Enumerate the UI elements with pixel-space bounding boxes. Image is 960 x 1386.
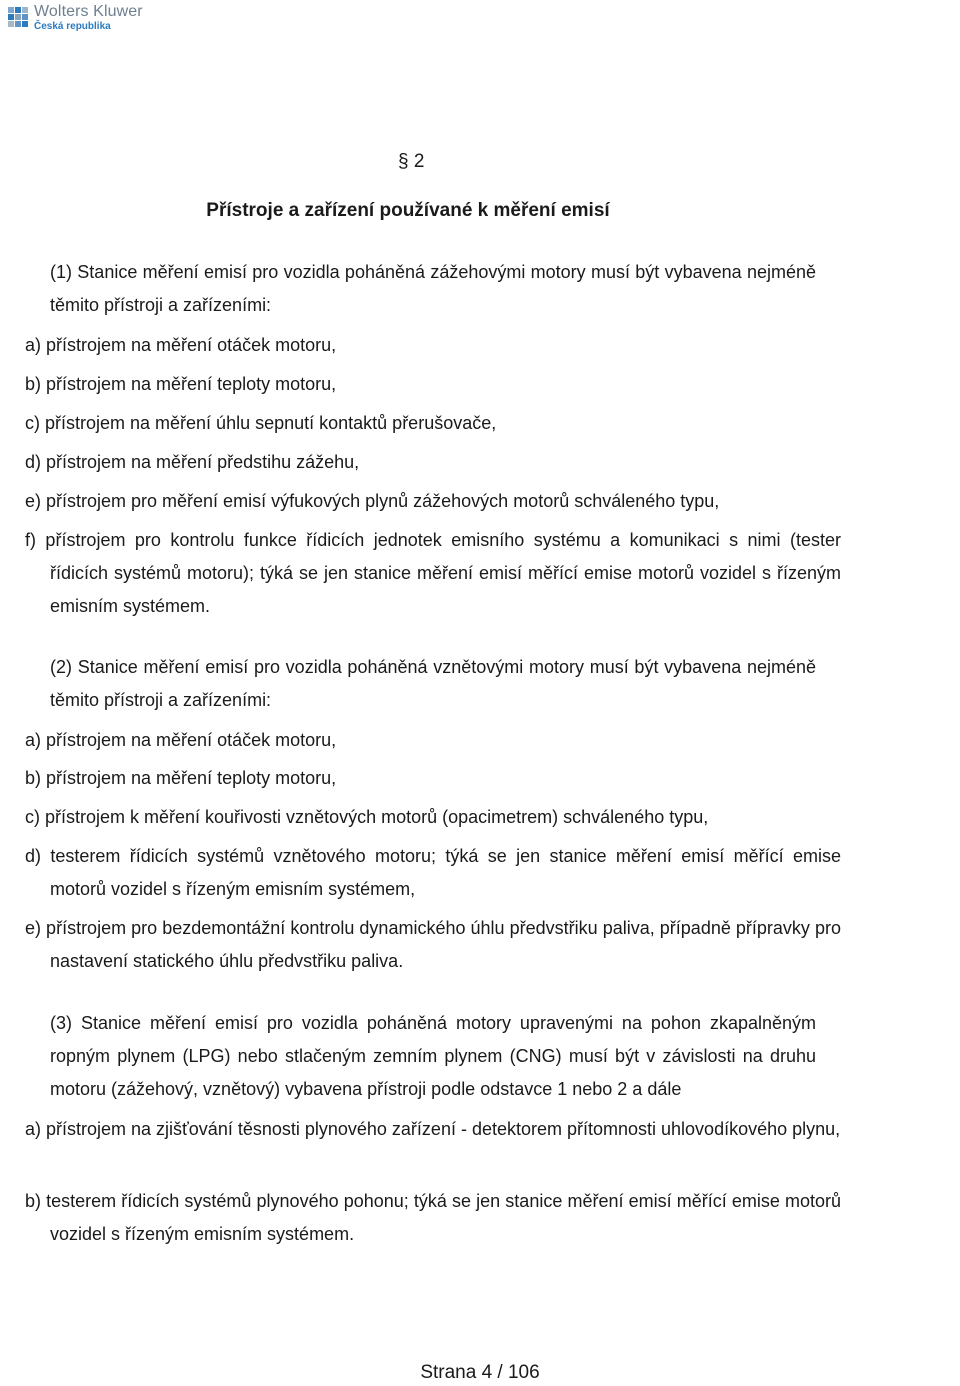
section-number: § 2	[398, 151, 425, 172]
paragraph-1-intro: (1) Stanice měření emisí pro vozidla poháněná zážehovými motory musí být vybavena nejméně těmito přístroji a zařízeními:	[50, 262, 816, 315]
list-item: b) přístrojem na měření teploty motoru,	[25, 768, 337, 788]
list-item: e) přístrojem pro bezdemontážní kontrolu dynamického úhlu předvstřiku paliva, případně přípravky pro nastavení statického úhlu předvstřiku paliva.	[25, 918, 841, 971]
publisher-logo	[6, 4, 143, 32]
list-item: d) testerem řídicích systémů vznětového motoru; týká se jen stanice měření emisí měřící emise motorů vozidel s řízeným emisním systémem,	[25, 846, 841, 899]
page-number: Strana 4 / 106	[420, 1362, 540, 1383]
list-item: b) přístrojem na měření teploty motoru,	[25, 374, 337, 394]
list-item: c) přístrojem k měření kouřivosti vznětových motorů (opacimetrem) schváleného typu,	[25, 807, 709, 827]
paragraph-3-intro: (3) Stanice měření emisí pro vozidla poháněná motory upravenými na pohon zkapalněným ropným plynem (LPG) nebo stlačeným zemním plynem (CNG) musí být v závislosti na druhu motoru (zážehový, vznětový) vybavena přístroji podle odstavce 1 nebo 2 a dále	[50, 1013, 816, 1099]
list-item: c) přístrojem na měření úhlu sepnutí kontaktů přerušovače,	[25, 413, 497, 433]
list-item: a) přístrojem na měření otáček motoru,	[25, 335, 337, 355]
paragraph-2-intro: (2) Stanice měření emisí pro vozidla poháněná vznětovými motory musí být vybavena nejméně těmito přístroji a zařízeními:	[50, 657, 816, 710]
list-item: b) testerem řídicích systémů plynového pohonu; týká se jen stanice měření emisí měřící emise motorů vozidel s řízeným emisním systémem.	[25, 1191, 841, 1244]
list-item: a) přístrojem na měření otáček motoru,	[25, 730, 337, 750]
list-item: e) přístrojem pro měření emisí výfukových plynů zážehových motorů schváleného typu,	[25, 491, 720, 511]
brand-name: Wolters Kluwer	[34, 3, 143, 20]
wolters-kluwer-logo-icon	[6, 5, 30, 29]
list-item: d) přístrojem na měření předstihu zážehu,	[25, 452, 360, 472]
section-title: Přístroje a zařízení používané k měření emisí	[206, 200, 610, 221]
list-item: f) přístrojem pro kontrolu funkce řídicích jednotek emisního systému a komunikaci s nimi (tester řídicích systémů motoru); týká se jen stanice měření emisí měřící emise motorů vozidel s řízeným emisním systémem.	[25, 530, 841, 616]
brand-subtitle: Česká republika	[34, 21, 111, 32]
list-item: a) přístrojem na zjišťování těsnosti plynového zařízení - detektorem přítomnosti uhlovodíkového plynu,	[25, 1119, 841, 1139]
